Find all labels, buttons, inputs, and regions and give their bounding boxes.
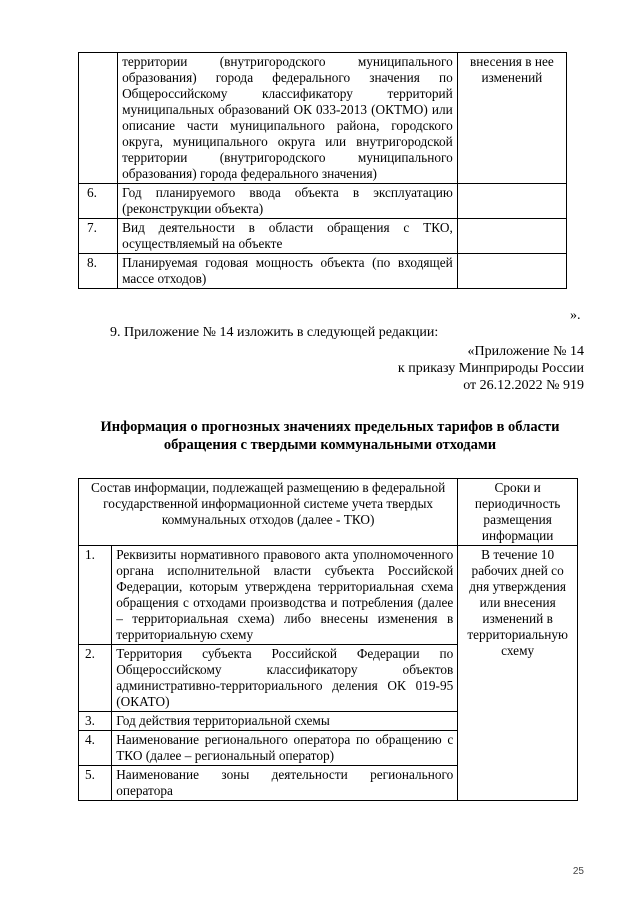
table-row [79, 546, 578, 645]
row-deadline: внесения в нее изменений [457, 53, 566, 184]
document-title: Информация о прогнозных значениях предельных тарифов в области обращения с твердыми коммунальными отходами [100, 419, 560, 453]
row-number: 1. [79, 546, 112, 645]
table-row [79, 219, 567, 254]
row-deadline [457, 219, 566, 254]
row-text: Год действия территориальной схемы [112, 712, 458, 731]
row-deadline [457, 254, 566, 289]
information-table [78, 478, 578, 801]
table-header-row [79, 479, 578, 546]
row-number: 5. [79, 766, 112, 801]
table-row [79, 184, 567, 219]
row-text: Планируемая годовая мощность объекта (по входящей массе отходов) [118, 254, 458, 289]
appendix-line: «Приложение № 14 [467, 344, 584, 359]
appendix-line: от 26.12.2022 № 919 [463, 378, 584, 393]
row-deadline [457, 184, 566, 219]
row-text: Вид деятельности в области обращения с ТКО, осуществляемый на объекте [118, 219, 458, 254]
instruction-paragraph: 9. Приложение № 14 изложить в следующей редакции: [110, 325, 439, 340]
appendix-header [398, 343, 584, 394]
row-number: 2. [79, 645, 112, 712]
row-text: Наименование зоны деятельности регионального оператора [112, 766, 458, 801]
row-deadline: В течение 10 рабочих дней со дня утверждения или внесения изменений в территориальную схему [458, 546, 578, 801]
row-text: Год планируемого ввода объекта в эксплуатацию (реконструкции объекта) [118, 184, 458, 219]
header-deadlines: Сроки и периодичность размещения информации [458, 479, 578, 546]
continuation-table [78, 52, 567, 289]
row-number: 8. [79, 254, 118, 289]
closing-quote: ». [570, 308, 581, 323]
header-composition: Состав информации, подлежащей размещению в федеральной государственной информационной системе учета твердых коммунальных отходов (далее - ТКО) [79, 479, 458, 546]
row-text: Наименование регионального оператора по обращению с ТКО (далее – региональный оператор) [112, 731, 458, 766]
row-text: Территория субъекта Российской Федерации по Общероссийскому классификатору объектов административно-территориального деления ОК 019-95 (ОКАТО) [112, 645, 458, 712]
row-number: 7. [79, 219, 118, 254]
row-text: Реквизиты нормативного правового акта уполномоченного органа исполнительной власти субъекта Российской Федерации, которым утверждена территориальная схема обращения с отходами производства и потребления (далее – территориальная схема) либо внесены изменения в территориальную схему [112, 546, 458, 645]
table-row [79, 254, 567, 289]
row-number: 4. [79, 731, 112, 766]
page-number: 25 [572, 866, 584, 877]
row-number: 6. [79, 184, 118, 219]
row-number [79, 53, 118, 184]
table-row [79, 53, 567, 184]
row-text: территории (внутригородского муниципального образования) города федерального значения по Общероссийскому классификатору территорий муниципальных образований ОК 033-2013 (ОКТМО) или описание части муниципального района, городского округа, муниципального округа или внутригородской территории (внутригородского муниципального образования) города федерального значения) [118, 53, 458, 184]
row-number: 3. [79, 712, 112, 731]
appendix-line: к приказу Минприроды России [397, 361, 584, 376]
